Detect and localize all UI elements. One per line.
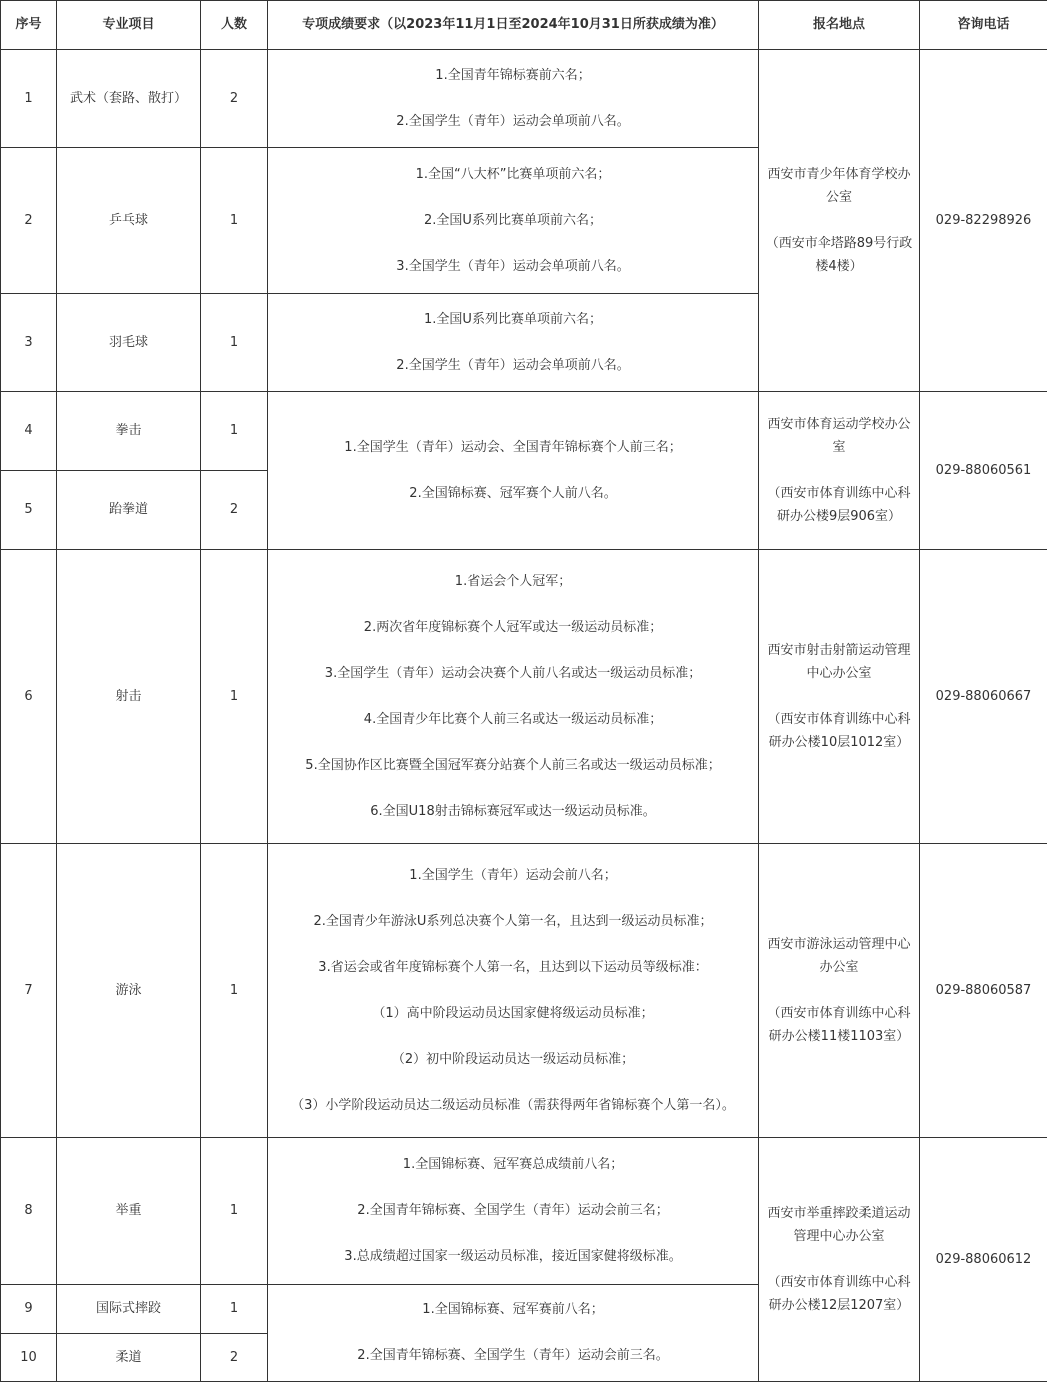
row-project: 乒乓球 <box>57 148 201 294</box>
header-count: 人数 <box>201 1 268 50</box>
header-no: 序号 <box>1 1 57 50</box>
location-cell <box>759 1138 920 1382</box>
table-row <box>1 1138 1047 1285</box>
requirement-line: 2.全国学生（青年）运动会单项前八名。 <box>396 357 630 373</box>
row-count: 1 <box>201 550 268 844</box>
location-address-line: 楼4楼） <box>815 259 863 274</box>
row-project: 柔道 <box>57 1334 201 1382</box>
requirement-line: 1.全国锦标赛、冠军赛总成绩前八名； <box>402 1157 624 1172</box>
row-count: 2 <box>201 50 268 148</box>
requirement-line: 5.全国协作区比赛暨全国冠军赛分站赛个人前三名或达一级运动员标准； <box>305 757 721 773</box>
requirement-line: 1.全国“八大杯”比赛单项前六名； <box>415 166 611 182</box>
table-row <box>1 844 1047 1138</box>
requirement-cell <box>268 550 759 844</box>
row-no: 6 <box>1 550 57 844</box>
phone-cell: 029-82298926 <box>920 50 1047 392</box>
location-address-line: 研办公楼9层906室） <box>776 509 902 524</box>
row-project: 武术（套路、散打） <box>57 50 201 148</box>
location-address-line: （西安市体育训练中心科 <box>767 1006 911 1021</box>
table-row <box>1 50 1047 148</box>
location-address-line: （西安市体育训练中心科 <box>767 1275 911 1290</box>
row-project: 射击 <box>57 550 201 844</box>
requirement-cell <box>268 1285 759 1382</box>
requirement-line: 1.全国U系列比赛单项前六名； <box>424 311 602 327</box>
requirement-line: 4.全国青少年比赛个人前三名或达一级运动员标准； <box>363 711 663 727</box>
row-no: 1 <box>1 50 57 148</box>
row-project: 拳击 <box>57 392 201 471</box>
header-project: 专业项目 <box>57 1 201 50</box>
row-project: 国际式摔跤 <box>57 1285 201 1334</box>
requirement-cell <box>268 392 759 550</box>
location-address-line: （西安市伞塔路89号行政 <box>765 236 913 251</box>
location-name-line: 办公室 <box>819 960 859 975</box>
location-cell <box>759 550 920 844</box>
requirement-cell <box>268 844 759 1138</box>
location-name-line: 西安市射击射箭运动管理 <box>767 643 911 658</box>
row-project: 羽毛球 <box>57 294 201 392</box>
requirement-line: 2.全国青少年游泳U系列总决赛个人第一名，且达到一级运动员标准； <box>313 913 713 929</box>
row-count: 1 <box>201 1285 268 1334</box>
requirement-cell <box>268 50 759 148</box>
row-no: 9 <box>1 1285 57 1334</box>
row-count: 2 <box>201 471 268 550</box>
phone-cell: 029-88060612 <box>920 1138 1047 1382</box>
row-count: 2 <box>201 1334 268 1382</box>
row-no: 7 <box>1 844 57 1138</box>
location-name-line: 西安市游泳运动管理中心 <box>767 937 911 952</box>
requirement-line: 2.全国青年锦标赛、全国学生（青年）运动会前三名； <box>357 1203 669 1218</box>
requirement-line: 2.全国青年锦标赛、全国学生（青年）运动会前三名。 <box>357 1348 669 1363</box>
requirement-line: 3.全国学生（青年）运动会单项前八名。 <box>396 258 630 274</box>
requirement-line: 1.全国学生（青年）运动会、全国青年锦标赛个人前三名； <box>344 439 682 455</box>
table-row <box>1 550 1047 844</box>
phone-cell: 029-88060561 <box>920 392 1047 550</box>
requirement-cell <box>268 148 759 294</box>
requirement-line: 1.省运会个人冠军； <box>454 573 572 589</box>
requirement-line: 2.两次省年度锦标赛个人冠军或达一级运动员标准； <box>363 619 663 635</box>
row-count: 1 <box>201 148 268 294</box>
location-cell <box>759 392 920 550</box>
location-address-line: 研办公楼12层1207室） <box>768 1298 910 1313</box>
requirement-cell <box>268 294 759 392</box>
location-name-line: 西安市体育运动学校办公 <box>767 417 911 432</box>
header-requirement: 专项成绩要求（以2023年11月1日至2024年10月31日所获成绩为准） <box>268 1 759 50</box>
table-row <box>1 392 1047 471</box>
row-no: 2 <box>1 148 57 294</box>
header-location: 报名地点 <box>759 1 920 50</box>
location-name-line: 中心办公室 <box>806 666 872 681</box>
location-name-line: 管理中心办公室 <box>793 1229 885 1244</box>
requirement-line: （2）初中阶段运动员达一级运动员标准； <box>391 1051 635 1067</box>
header-phone: 咨询电话 <box>920 1 1047 50</box>
requirement-line: 2.全国U系列比赛单项前六名； <box>424 212 602 228</box>
location-cell <box>759 50 920 392</box>
location-name-line: 公室 <box>825 190 852 205</box>
row-count: 1 <box>201 392 268 471</box>
requirement-line: 1.全国锦标赛、冠军赛前八名； <box>422 1302 604 1317</box>
requirement-line: 2.全国锦标赛、冠军赛个人前八名。 <box>409 485 617 501</box>
row-project: 举重 <box>57 1138 201 1285</box>
row-project: 游泳 <box>57 844 201 1138</box>
requirement-line: （3）小学阶段运动员达二级运动员标准（需获得两年省锦标赛个人第一名）。 <box>291 1097 735 1113</box>
requirement-cell <box>268 1138 759 1285</box>
row-no: 3 <box>1 294 57 392</box>
requirement-line: 6.全国U18射击锦标赛冠军或达一级运动员标准。 <box>370 803 656 819</box>
phone-cell: 029-88060667 <box>920 550 1047 844</box>
table-header-row <box>1 1 1047 50</box>
row-no: 4 <box>1 392 57 471</box>
requirement-line: 3.总成绩超过国家一级运动员标准，接近国家健将级标准。 <box>344 1249 682 1264</box>
row-count: 1 <box>201 1138 268 1285</box>
location-name-line: 室 <box>832 440 846 455</box>
location-address-line: 研办公楼10层1012室） <box>768 735 910 750</box>
location-name-line: 西安市青少年体育学校办 <box>767 167 911 182</box>
requirement-line: 3.省运会或省年度锦标赛个人第一名，且达到以下运动员等级标准： <box>318 959 708 975</box>
row-no: 10 <box>1 1334 57 1382</box>
row-count: 1 <box>201 844 268 1138</box>
row-project: 跆拳道 <box>57 471 201 550</box>
location-name-line: 西安市举重摔跤柔道运动 <box>767 1206 911 1221</box>
requirement-line: 3.全国学生（青年）运动会决赛个人前八名或达一级运动员标准； <box>324 665 702 681</box>
row-no: 8 <box>1 1138 57 1285</box>
location-address-line: 研办公楼11楼1103室） <box>768 1029 910 1044</box>
requirement-line: （1）高中阶段运动员达国家健将级运动员标准； <box>372 1005 654 1021</box>
location-address-line: （西安市体育训练中心科 <box>767 712 911 727</box>
row-count: 1 <box>201 294 268 392</box>
requirement-line: 1.全国学生（青年）运动会前八名； <box>409 867 617 883</box>
location-address-line: （西安市体育训练中心科 <box>767 486 911 501</box>
location-cell <box>759 844 920 1138</box>
phone-cell: 029-88060587 <box>920 844 1047 1138</box>
requirement-line: 1.全国青年锦标赛前六名； <box>435 67 591 83</box>
requirement-line: 2.全国学生（青年）运动会单项前八名。 <box>396 113 630 129</box>
row-no: 5 <box>1 471 57 550</box>
